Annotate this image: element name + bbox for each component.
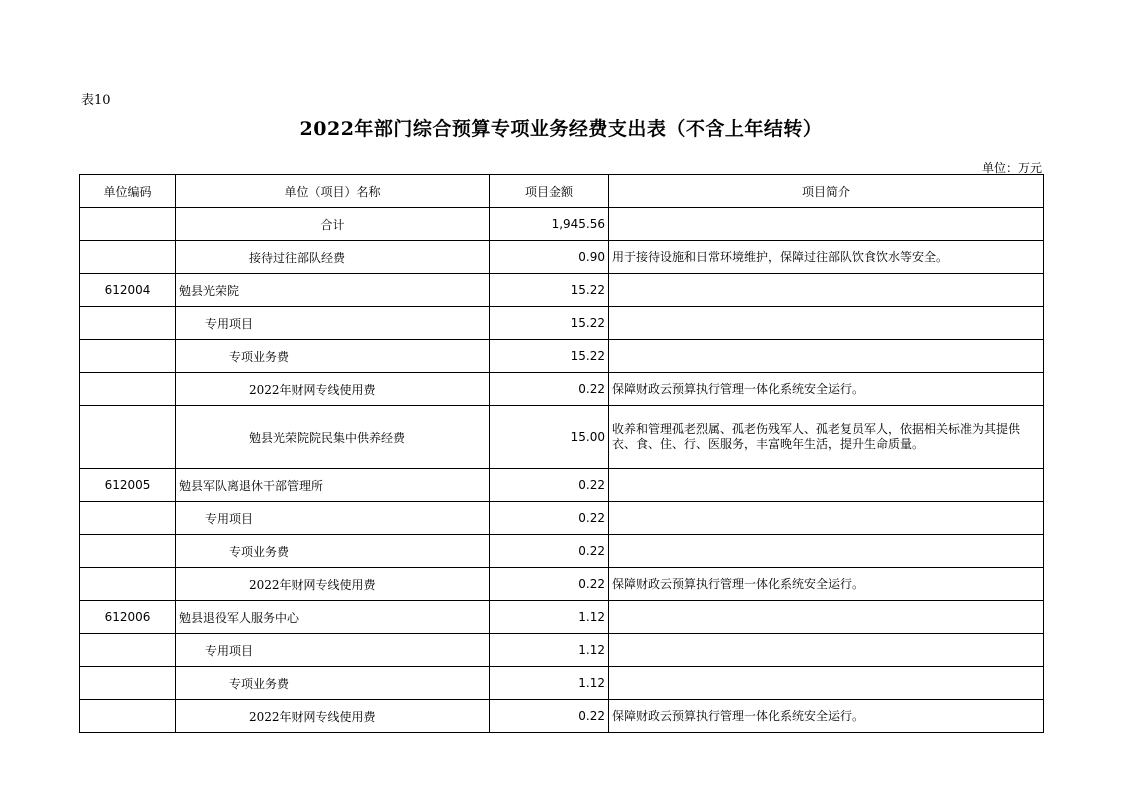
unit-name-cell [176, 274, 490, 307]
table-row [80, 601, 1044, 634]
unit-name-text: 接待过往部队经费 [249, 250, 346, 265]
description-cell [609, 307, 1044, 340]
table-row [80, 634, 1044, 667]
unit-name-cell [176, 667, 490, 700]
column-header-name: 单位（项目）名称 [176, 175, 490, 208]
unit-code-cell [80, 535, 176, 568]
table-row [80, 208, 1044, 241]
column-header-description: 项目简介 [609, 175, 1044, 208]
amount-cell: 1.12 [490, 667, 609, 700]
unit-name-cell [176, 241, 490, 274]
amount-cell: 15.22 [490, 307, 609, 340]
amount-cell: 15.00 [490, 406, 609, 469]
unit-name-text: 专用项目 [205, 511, 254, 526]
unit-code-cell [80, 208, 176, 241]
table-number: 表10 [81, 93, 111, 108]
amount-cell: 1,945.56 [490, 208, 609, 241]
unit-code-cell [80, 700, 176, 733]
description-cell [609, 502, 1044, 535]
unit-name-cell [176, 208, 490, 241]
column-header-code: 单位编码 [80, 175, 176, 208]
unit-label: 单位：万元 [981, 161, 1042, 175]
amount-cell: 15.22 [490, 274, 609, 307]
unit-name-cell [176, 634, 490, 667]
amount-cell: 0.22 [490, 535, 609, 568]
table-row [80, 568, 1044, 601]
table-row [80, 667, 1044, 700]
table-row [80, 241, 1044, 274]
description-cell: 保障财政云预算执行管理一体化系统安全运行。 [609, 568, 1044, 601]
amount-cell: 0.22 [490, 700, 609, 733]
unit-name-cell [176, 469, 490, 502]
unit-code-cell [80, 667, 176, 700]
unit-code-cell [80, 241, 176, 274]
amount-cell: 15.22 [490, 340, 609, 373]
unit-name-cell [176, 340, 490, 373]
unit-name-cell [176, 373, 490, 406]
unit-name-cell [176, 568, 490, 601]
unit-code-cell: 612006 [80, 601, 176, 634]
description-cell: 保障财政云预算执行管理一体化系统安全运行。 [609, 373, 1044, 406]
unit-name-cell [176, 700, 490, 733]
unit-code-cell [80, 307, 176, 340]
page-title: 2022年部门综合预算专项业务经费支出表（不含上年结转） [299, 118, 823, 140]
description-cell [609, 340, 1044, 373]
unit-code-cell: 612005 [80, 469, 176, 502]
description-cell: 收养和管理孤老烈属、孤老伤残军人、孤老复员军人，依据相关标准为其提供衣、食、住、行、医服务，丰富晚年生活，提升生命质量。 [609, 406, 1044, 469]
table-row [80, 406, 1044, 469]
unit-name-cell [176, 502, 490, 535]
description-cell [609, 208, 1044, 241]
unit-name-cell [176, 406, 490, 469]
amount-cell: 0.22 [490, 373, 609, 406]
unit-code-cell: 612004 [80, 274, 176, 307]
unit-name-text: 勉县光荣院院民集中供养经费 [249, 430, 406, 445]
amount-cell: 0.22 [490, 568, 609, 601]
description-cell [609, 634, 1044, 667]
unit-name-text: 专项业务费 [229, 676, 290, 691]
unit-name-text: 勉县军队离退休干部管理所 [179, 478, 324, 493]
amount-cell: 1.12 [490, 601, 609, 634]
unit-name-cell [176, 307, 490, 340]
budget-table [79, 174, 1044, 733]
description-cell [609, 667, 1044, 700]
table-row [80, 469, 1044, 502]
table-row [80, 502, 1044, 535]
unit-name-text: 专项业务费 [229, 544, 290, 559]
description-cell: 用于接待设施和日常环境维护，保障过往部队饮食饮水等安全。 [609, 241, 1044, 274]
unit-code-cell [80, 406, 176, 469]
unit-code-cell [80, 568, 176, 601]
description-cell [609, 601, 1044, 634]
table-row [80, 340, 1044, 373]
table-row [80, 274, 1044, 307]
amount-cell: 0.90 [490, 241, 609, 274]
table-row [80, 373, 1044, 406]
unit-name-cell [176, 601, 490, 634]
unit-code-cell [80, 502, 176, 535]
description-cell [609, 535, 1044, 568]
description-cell [609, 469, 1044, 502]
table-row [80, 700, 1044, 733]
table-row [80, 307, 1044, 340]
unit-name-text: 2022年财网专线使用费 [249, 382, 376, 397]
column-header-amount: 项目金额 [490, 175, 609, 208]
unit-code-cell [80, 340, 176, 373]
description-cell: 保障财政云预算执行管理一体化系统安全运行。 [609, 700, 1044, 733]
unit-name-text: 2022年财网专线使用费 [249, 577, 376, 592]
amount-cell: 0.22 [490, 502, 609, 535]
unit-name-text: 勉县光荣院 [179, 283, 240, 298]
unit-name-text: 合计 [320, 217, 345, 232]
unit-name-text: 专项业务费 [229, 349, 290, 364]
amount-cell: 0.22 [490, 469, 609, 502]
unit-name-text: 专用项目 [205, 643, 254, 658]
unit-name-text: 2022年财网专线使用费 [249, 709, 376, 724]
table-row [80, 535, 1044, 568]
unit-code-cell [80, 634, 176, 667]
unit-name-text: 勉县退役军人服务中心 [179, 610, 300, 625]
amount-cell: 1.12 [490, 634, 609, 667]
unit-name-cell [176, 535, 490, 568]
description-cell [609, 274, 1044, 307]
unit-name-text: 专用项目 [205, 316, 254, 331]
unit-code-cell [80, 373, 176, 406]
table-header-row [80, 175, 1044, 208]
